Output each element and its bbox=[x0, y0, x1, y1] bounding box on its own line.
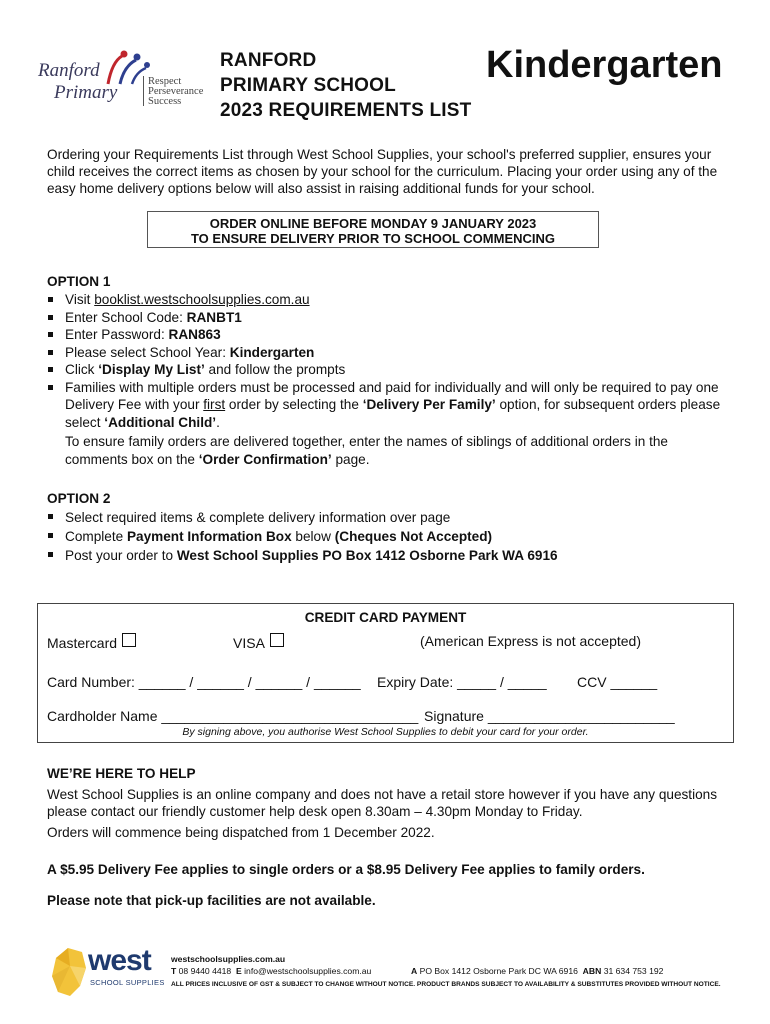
school-logo bbox=[36, 48, 211, 110]
dispatch-date: Orders will commence being dispatched from 1 December 2022. bbox=[47, 824, 435, 840]
option1-heading: OPTION 1 bbox=[47, 274, 111, 289]
help-section bbox=[47, 765, 737, 909]
ccv-field[interactable]: CCV ______ bbox=[577, 674, 658, 690]
west-brand: west bbox=[88, 944, 151, 977]
intro-paragraph: Ordering your Requirements List through West School Supplies, your school's preferred supplier, ensures your child receives the correct items as chosen by your school for the curriculum. Placing your order using any of the easy home delivery options below will also assist in raising additional funds for your school. bbox=[47, 147, 718, 196]
password: RAN863 bbox=[168, 327, 221, 342]
option2-list bbox=[47, 508, 737, 565]
logo-divider bbox=[143, 76, 144, 106]
mastercard-option: Mastercard bbox=[47, 633, 136, 651]
family-orders-note: To ensure family orders are delivered together, enter the names of siblings of additional orders in the comments box on the ‘Order Confirmation’ page. bbox=[65, 434, 668, 467]
amex-note: (American Express is not accepted) bbox=[420, 633, 641, 649]
list-item: Post your order to West School Supplies PO Box 1412 Osborne Park WA 6916 bbox=[47, 546, 737, 565]
card-number-field[interactable]: Card Number: ______ / ______ / ______ / ______ bbox=[47, 674, 361, 690]
logo-name-line2: Primary bbox=[54, 82, 118, 103]
west-brand-sub: SCHOOL SUPPLIES bbox=[90, 978, 165, 987]
booklist-link[interactable]: booklist.westschoolsupplies.com.au bbox=[94, 292, 310, 307]
option2-section bbox=[47, 491, 737, 565]
order-deadline-notice: ORDER ONLINE BEFORE MONDAY 9 JANUARY 2023 TO ENSURE DELIVERY PRIOR TO SCHOOL COMMENCING bbox=[147, 211, 599, 248]
footer-disclaimer: ALL PRICES INCLUSIVE OF GST & SUBJECT TO CHANGE WITHOUT NOTICE. PRODUCT BRANDS SUBJECT TO AVAILABILITY & SUBSTITUTES PROVIDED WITHOUT NOTICE. bbox=[171, 981, 721, 988]
school-code: RANBT1 bbox=[186, 309, 242, 325]
west-map-icon bbox=[48, 946, 88, 998]
option2-heading: OPTION 2 bbox=[47, 491, 111, 506]
list-item: Families with multiple orders must be processed and paid for individually and will only be required to pay one Delivery Fee with your first order by selecting the ‘Delivery Per Family’ option, for subsequent orders please select ‘Additional Child’. bbox=[47, 379, 737, 432]
footer-address: PO Box 1412 Osborne Park DC WA 6916 bbox=[419, 966, 578, 976]
mastercard-checkbox[interactable] bbox=[122, 633, 136, 647]
visa-checkbox[interactable] bbox=[270, 633, 284, 647]
footer bbox=[171, 953, 731, 991]
signature-field[interactable]: Signature ________________________ bbox=[424, 708, 675, 724]
list-item: Select required items & complete delivery information over page bbox=[47, 508, 737, 527]
logo-values: Respect Perseverance Success bbox=[148, 76, 204, 107]
west-logo bbox=[48, 944, 168, 1004]
credit-card-payment-box bbox=[37, 603, 734, 743]
cardholder-name-field[interactable]: Cardholder Name _________________________________ bbox=[47, 708, 419, 724]
footer-contacts: T 08 9440 4418 E info@westschoolsupplies.com.au A PO Box 1412 Osborne Park DC WA 6916 ABN 31 634 753 192 bbox=[171, 966, 664, 976]
option1-section bbox=[47, 274, 737, 468]
list-item: Enter School Code: RANBT1 bbox=[47, 309, 737, 327]
list-item: Please select School Year: Kindergarten bbox=[47, 344, 737, 362]
expiry-date-field[interactable]: Expiry Date: _____ / _____ bbox=[377, 674, 547, 690]
year-level-heading: Kindergarten bbox=[486, 44, 723, 86]
footer-website[interactable]: westschoolsupplies.com.au bbox=[171, 954, 286, 964]
list-item: Click ‘Display My List’ and follow the prompts bbox=[47, 361, 737, 379]
footer-email[interactable]: info@westschoolsupplies.com.au bbox=[244, 966, 372, 976]
footer-phone: 08 9440 4418 bbox=[178, 966, 232, 976]
list-item: Complete Payment Information Box below (Cheques Not Accepted) bbox=[47, 527, 737, 546]
visa-option: VISA bbox=[233, 633, 284, 651]
option1-list bbox=[47, 291, 737, 431]
help-text: West School Supplies is an online company and does not have a retail store however if you have any questions please contact our friendly customer help desk open 8.30am – 4.30pm Monday to Friday. bbox=[47, 786, 718, 819]
footer-abn: 31 634 753 192 bbox=[603, 966, 664, 976]
page-title: RANFORD PRIMARY SCHOOL 2023 REQUIREMENTS LIST bbox=[220, 50, 472, 121]
credit-card-title: CREDIT CARD PAYMENT bbox=[304, 610, 467, 625]
authorise-note: By signing above, you authorise West School Supplies to debit your card for your order. bbox=[182, 726, 589, 738]
delivery-fee-note: A $5.95 Delivery Fee applies to single orders or a $8.95 Delivery Fee applies to family orders. bbox=[47, 862, 645, 877]
list-item: Visit booklist.westschoolsupplies.com.au bbox=[47, 291, 737, 309]
logo-name-line1: Ranford bbox=[38, 60, 100, 81]
pickup-note: Please note that pick-up facilities are not available. bbox=[47, 892, 376, 908]
list-item: Enter Password: RAN863 bbox=[47, 326, 737, 344]
help-heading: WE’RE HERE TO HELP bbox=[47, 766, 196, 781]
